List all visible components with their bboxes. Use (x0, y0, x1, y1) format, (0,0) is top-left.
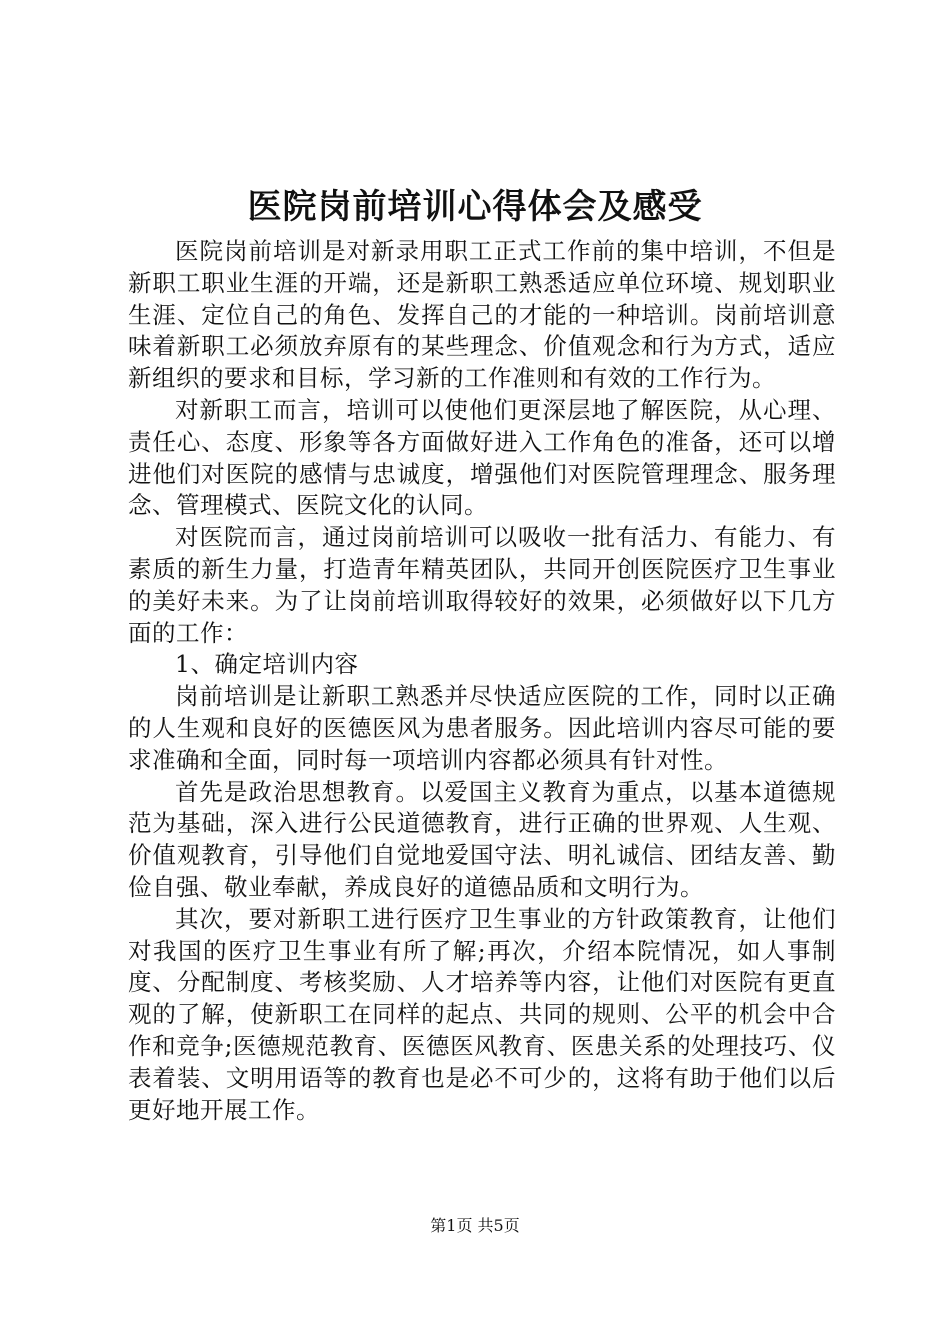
page-number-footer: 第1页 共5页 (430, 1216, 520, 1235)
document-title: 医院岗前培训心得体会及感受 (247, 187, 703, 227)
paragraph: 医院岗前培训是对新录用职工正式工作前的集中培训，不但是新职工职业生涯的开端，还是新职工熟悉适应单位环境、规划职业生涯、定位自己的角色、发挥自己的才能的一种培训。岗前培训意味着新职工必须放弃原有的某些理念、价值观念和行为方式，适应新组织的要求和目标，学习新的工作准则和有效的工作行为。 (128, 237, 836, 393)
paragraph: 首先是政治思想教育。以爱国主义教育为重点，以基本道德规范为基础，深入进行公民道德教育，进行正确的世界观、人生观、价值观教育，引导他们自觉地爱国守法、明礼诚信、团结友善、勤俭自强、敬业奉献，养成良好的道德品质和文明行为。 (128, 777, 836, 901)
document-body (128, 236, 836, 1126)
paragraph: 岗前培训是让新职工熟悉并尽快适应医院的工作，同时以正确的人生观和良好的医德医风为患者服务。因此培训内容尽可能的要求准确和全面，同时每一项培训内容都必须具有针对性。 (128, 682, 836, 774)
paragraph: 对新职工而言，培训可以使他们更深层地了解医院，从心理、责任心、态度、形象等各方面做好进入工作角色的准备，还可以增进他们对医院的感情与忠诚度，增强他们对医院管理理念、服务理念、管理模式、医院文化的认同。 (128, 395, 836, 520)
paragraph: 对医院而言，通过岗前培训可以吸收一批有活力、有能力、有素质的新生力量，打造青年精英团队，共同开创医院医疗卫生事业的美好未来。为了让岗前培训取得较好的效果，必须做好以下几方面的工作： (128, 523, 836, 647)
section-heading: 1、确定培训内容 (175, 650, 359, 679)
paragraph: 其次，要对新职工进行医疗卫生事业的方针政策教育，让他们对我国的医疗卫生事业有所了解;再次，介绍本院情况，如人事制度、分配制度、考核奖励、人才培养等内容，让他们对医院有更直观的了解，使新职工在同样的起点、共同的规则、公平的机会中合作和竞争;医德规范教育、医德医风教育、医患关系的处理技巧、仪表着装、文明用语等的教育也是必不可少的，这将有助于他们以后更好地开展工作。 (128, 904, 836, 1124)
